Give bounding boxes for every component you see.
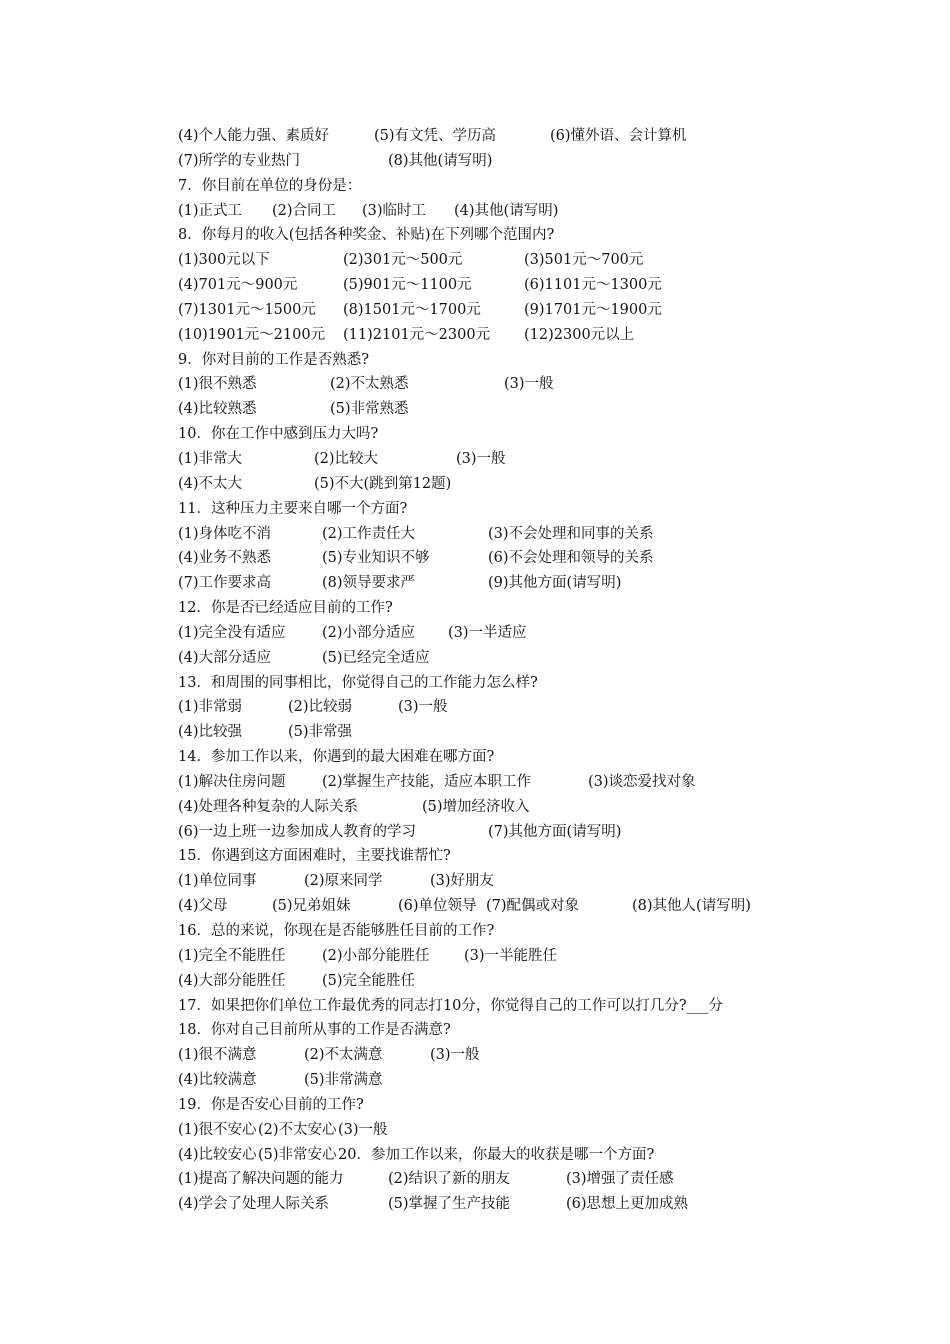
option-line — [178, 472, 878, 497]
question-text: 7．你目前在单位的身份是： — [178, 177, 362, 194]
option-text: (2)301元～500元 — [343, 252, 463, 269]
option-text: (3)一般 — [398, 699, 448, 716]
option-text: (2)结识了新的朋友 — [388, 1171, 511, 1188]
option-text: (1)300元以下 — [178, 252, 270, 269]
option-text: (1)完全不能胜任 — [178, 947, 286, 964]
question-line — [178, 596, 878, 621]
option-text: (5)非常满意 — [304, 1072, 383, 1089]
option-text: (2)工作责任大 — [322, 525, 416, 542]
option-line — [178, 795, 878, 820]
option-text: 20．参加工作以来，你最大的收获是哪一个方面? — [338, 1146, 655, 1163]
question-line — [178, 174, 878, 199]
option-text: (4)701元～900元 — [178, 277, 298, 294]
option-text: (6)思想上更加成熟 — [566, 1196, 689, 1213]
option-line — [178, 1043, 878, 1068]
option-text: (5)非常强 — [288, 724, 353, 741]
option-text: (7)其他方面(请写明) — [488, 823, 622, 840]
question-line — [178, 223, 878, 248]
option-text: (2)比较大 — [314, 450, 379, 467]
question-line — [178, 844, 878, 869]
option-text: (5)非常熟悉 — [330, 401, 409, 418]
option-text: (4)大部分能胜任 — [178, 972, 286, 989]
option-text: (6)单位领导 — [398, 898, 477, 915]
option-line — [178, 298, 878, 323]
option-line — [178, 820, 878, 845]
option-text: (1)提高了解决问题的能力 — [178, 1171, 344, 1188]
questionnaire-page — [178, 124, 878, 1217]
question-line — [178, 1093, 878, 1118]
option-line — [178, 770, 878, 795]
option-text: (7)所学的专业热门 — [178, 152, 301, 169]
option-text: (5)增加经济收入 — [422, 798, 530, 815]
option-text: (3)一半适应 — [448, 624, 527, 641]
question-line — [178, 745, 878, 770]
option-line — [178, 571, 878, 596]
option-text: (5)掌握了生产技能 — [388, 1196, 511, 1213]
option-text: (4)比较安心 — [178, 1146, 257, 1163]
question-line — [178, 1018, 878, 1043]
option-text: (6)一边上班一边参加成人教育的学习 — [178, 823, 417, 840]
question-text: 11．这种压力主要来自哪一个方面? — [178, 500, 408, 517]
option-text: (5)已经完全适应 — [322, 649, 430, 666]
option-text: (3)一般 — [338, 1121, 388, 1138]
option-text: (2)掌握生产技能，适应本职工作 — [322, 773, 532, 790]
option-text: (7)1301元～1500元 — [178, 301, 316, 318]
option-text: (5)专业知识不够 — [322, 550, 430, 567]
option-line — [178, 546, 878, 571]
option-line — [178, 522, 878, 547]
option-line — [178, 1192, 878, 1217]
option-text: (1)完全没有适应 — [178, 624, 286, 641]
option-text: (5)不大(跳到第12题) — [314, 475, 452, 492]
option-text: (8)领导要求严 — [322, 575, 416, 592]
option-text: (5)完全能胜任 — [322, 972, 416, 989]
question-text: 8．你每月的收入(包括各种奖金、补贴)在下列哪个范围内? — [178, 227, 555, 244]
option-text: (2)不太熟悉 — [330, 376, 409, 393]
option-text: (3)501元～700元 — [524, 252, 644, 269]
option-line — [178, 273, 878, 298]
option-text: (5)901元～1100元 — [343, 277, 472, 294]
option-text: (11)2101元～2300元 — [343, 326, 491, 343]
option-text: (3)一般 — [456, 450, 506, 467]
option-text: (6)不会处理和领导的关系 — [488, 550, 654, 567]
option-line — [178, 149, 878, 174]
question-line — [178, 348, 878, 373]
option-line — [178, 248, 878, 273]
option-text: (2)比较弱 — [288, 699, 353, 716]
option-line — [178, 944, 878, 969]
option-text: (2)原来同学 — [304, 873, 383, 890]
question-text: 10．你在工作中感到压力大吗? — [178, 426, 379, 443]
option-text: (4)不太大 — [178, 475, 243, 492]
option-text: (4)业务不熟悉 — [178, 550, 272, 567]
option-text: (2)不太满意 — [304, 1047, 383, 1064]
option-text: (12)2300元以上 — [524, 326, 635, 343]
question-line — [178, 919, 878, 944]
question-text: 9．你对目前的工作是否熟悉? — [178, 351, 369, 368]
option-text: (8)其他人(请写明) — [632, 898, 751, 915]
option-line — [178, 720, 878, 745]
option-text: (5)兄弟姐妹 — [272, 898, 351, 915]
question-line — [178, 994, 878, 1019]
option-text: (4)个人能力强、素质好 — [178, 128, 330, 144]
question-text: 19．你是否安心目前的工作? — [178, 1096, 364, 1113]
option-line — [178, 397, 878, 422]
option-text: (1)很不安心 — [178, 1121, 257, 1138]
option-text: (1)身体吃不消 — [178, 525, 272, 542]
option-text: (3)一般 — [430, 1047, 480, 1064]
option-text: (2)小部分适应 — [322, 624, 416, 641]
question-text: 17．如果把你们单位工作最优秀的同志打10分，你觉得自己的工作可以打几分?___分 — [178, 997, 723, 1014]
option-text: (3)谈恋爱找对象 — [588, 773, 696, 790]
option-text: (4)比较满意 — [178, 1072, 257, 1089]
option-text: (4)大部分适应 — [178, 649, 272, 666]
option-text: (1)很不熟悉 — [178, 376, 257, 393]
option-text: (3)增强了责任感 — [566, 1171, 674, 1188]
option-text: (10)1901元～2100元 — [178, 326, 326, 343]
option-line — [178, 323, 878, 348]
question-line — [178, 497, 878, 522]
option-text: (3)好朋友 — [430, 873, 495, 890]
option-text: (1)解决住房问题 — [178, 773, 286, 790]
option-line — [178, 1118, 878, 1143]
option-line — [178, 124, 878, 149]
option-line — [178, 621, 878, 646]
option-text: (3)临时工 — [362, 202, 427, 219]
question-line — [178, 422, 878, 447]
option-text: (7)配偶或对象 — [486, 898, 580, 915]
option-line — [178, 447, 878, 472]
option-text: (4)处理各种复杂的人际关系 — [178, 798, 359, 815]
option-line — [178, 199, 878, 224]
option-line — [178, 869, 878, 894]
option-text: (2)小部分能胜任 — [322, 947, 430, 964]
option-text: (3)一般 — [504, 376, 554, 393]
option-text: (1)正式工 — [178, 202, 243, 219]
option-text: (1)非常弱 — [178, 699, 243, 716]
option-text: (1)非常大 — [178, 450, 243, 467]
option-text: (8)其他(请写明) — [388, 152, 493, 169]
option-text: (5)非常安心 — [258, 1146, 337, 1163]
option-text: (4)比较熟悉 — [178, 401, 257, 418]
option-line — [178, 646, 878, 671]
question-text: 18．你对自己目前所从事的工作是否满意? — [178, 1022, 451, 1039]
option-text: (1)单位同事 — [178, 873, 257, 890]
option-line — [178, 695, 878, 720]
option-text: (8)1501元～1700元 — [343, 301, 481, 318]
question-text: 16．总的来说，你现在是否能够胜任目前的工作? — [178, 923, 495, 939]
question-text: 15．你遇到这方面困难时，主要找谁帮忙? — [178, 848, 451, 865]
option-text: (4)学会了处理人际关系 — [178, 1196, 330, 1213]
question-text: 14．参加工作以来，你遇到的最大困难在哪方面? — [178, 749, 495, 766]
option-text: (2)不太安心 — [258, 1121, 337, 1138]
option-text: (9)其他方面(请写明) — [488, 575, 622, 592]
option-text: (7)工作要求高 — [178, 575, 272, 592]
option-text: (3)不会处理和同事的关系 — [488, 525, 654, 542]
question-text: 13．和周围的同事相比，你觉得自己的工作能力怎么样? — [178, 674, 538, 691]
option-line — [178, 1068, 878, 1093]
option-text: (6)懂外语、会计算机 — [550, 128, 687, 144]
option-text: (4)父母 — [178, 898, 228, 915]
option-text: (5)有文凭、学历高 — [374, 128, 497, 144]
option-text: (1)很不满意 — [178, 1047, 257, 1064]
question-text: 12．你是否已经适应目前的工作? — [178, 600, 393, 617]
option-text: (6)1101元～1300元 — [524, 277, 662, 294]
option-line — [178, 372, 878, 397]
option-text: (4)比较强 — [178, 724, 243, 741]
question-line — [178, 671, 878, 696]
option-text: (2)合同工 — [272, 202, 337, 219]
option-line — [178, 1143, 878, 1168]
option-text: (4)其他(请写明) — [454, 202, 559, 219]
option-line — [178, 1167, 878, 1192]
option-text: (9)1701元～1900元 — [524, 301, 662, 318]
option-line — [178, 894, 878, 919]
option-text: (3)一半能胜任 — [464, 947, 558, 964]
option-line — [178, 969, 878, 994]
